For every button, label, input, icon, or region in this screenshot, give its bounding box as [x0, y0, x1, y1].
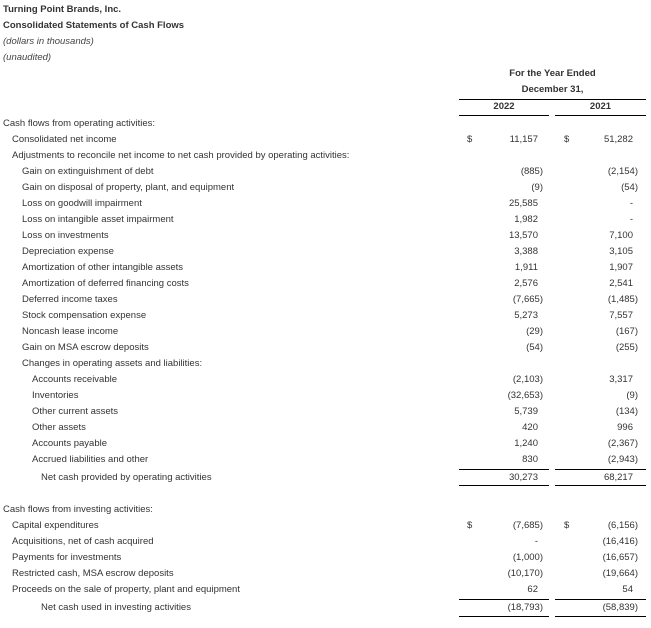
value-2022: 11,157 [509, 134, 538, 145]
value-2022: 5,273 [514, 310, 538, 321]
value-2022: (2,103) [512, 374, 543, 385]
row-label: Acquisitions, net of cash acquired [12, 536, 154, 547]
table-row [0, 518, 651, 534]
value-2022: 13,570 [508, 230, 538, 241]
value-2022: (32,653) [507, 390, 543, 401]
currency-symbol: $ [467, 520, 473, 531]
value-2021: 54 [622, 584, 633, 595]
table-row [0, 292, 651, 308]
row-label: Restricted cash, MSA escrow deposits [12, 568, 174, 579]
table-row-net-income [0, 132, 651, 148]
table-row [0, 452, 651, 468]
value-2021: (9) [626, 390, 638, 401]
value-2022: 5,739 [514, 406, 538, 417]
section-heading-investing [0, 502, 651, 518]
row-label: Payments for investments [12, 552, 122, 563]
value-2021: (58,839) [602, 602, 638, 613]
table-row [0, 196, 651, 212]
row-label: Noncash lease income [22, 326, 119, 337]
table-row [0, 180, 651, 196]
table-row-operating-total [0, 470, 651, 486]
value-2021: (54) [621, 182, 638, 193]
row-label: Inventories [32, 390, 79, 401]
row-label: Gain on disposal of property, plant, and equipment [22, 182, 235, 193]
value-2022: (7,665) [512, 294, 543, 305]
table-row [0, 260, 651, 276]
value-2021: (2,943) [607, 454, 638, 465]
table-row [0, 420, 651, 436]
row-label: Loss on investments [22, 230, 109, 241]
value-2021: - [629, 198, 633, 209]
row-label: Deferred income taxes [22, 294, 118, 305]
value-2021: 996 [617, 422, 633, 433]
table-row [0, 534, 651, 550]
value-2022: (7,685) [512, 520, 543, 531]
period-heading-line2: December 31, [521, 84, 584, 95]
audit-note: (unaudited) [3, 52, 52, 63]
subsection-label: Changes in operating assets and liabilities: [22, 358, 203, 369]
table-row [0, 550, 651, 566]
value-2021: 3,317 [609, 374, 633, 385]
value-2021: 68,217 [603, 472, 633, 483]
value-2021: (16,657) [602, 552, 638, 563]
table-row [0, 324, 651, 340]
value-2022: 1,240 [514, 438, 538, 449]
units-note: (dollars in thousands) [3, 36, 94, 47]
value-2022: 62 [527, 584, 538, 595]
value-2021: (19,664) [602, 568, 638, 579]
value-2022: (29) [526, 326, 543, 337]
value-2022: 420 [522, 422, 538, 433]
currency-symbol: $ [564, 134, 570, 145]
row-label: Stock compensation expense [22, 310, 147, 321]
section-label: Cash flows from operating activities: [3, 118, 156, 129]
table-row [0, 388, 651, 404]
table-row [0, 308, 651, 324]
row-label: Accounts payable [32, 438, 107, 449]
value-2022: (1,000) [512, 552, 543, 563]
value-2022: 830 [522, 454, 538, 465]
row-label: Capital expenditures [12, 520, 99, 531]
section-heading-operating [0, 116, 651, 132]
value-2021: 1,907 [609, 262, 633, 273]
row-label: Gain on extinguishment of debt [22, 166, 154, 177]
value-2022: 3,388 [514, 246, 538, 257]
value-2022: (18,793) [507, 602, 543, 613]
value-2021: (2,367) [607, 438, 638, 449]
value-2022: 2,576 [514, 278, 538, 289]
table-row [0, 340, 651, 356]
row-label: Consolidated net income [12, 134, 117, 145]
row-label: Gain on MSA escrow deposits [22, 342, 149, 353]
value-2021: (1,485) [607, 294, 638, 305]
statement-title: Consolidated Statements of Cash Flows [3, 20, 185, 31]
period-heading-line1: For the Year Ended [509, 68, 596, 79]
subsection-label: Adjustments to reconcile net income to net cash provided by operating activities: [12, 150, 350, 161]
subsection-heading-changes [0, 356, 651, 372]
value-2022: (10,170) [507, 568, 543, 579]
table-row [0, 228, 651, 244]
value-2021: (6,156) [607, 520, 638, 531]
company-name: Turning Point Brands, Inc. [3, 4, 122, 15]
value-2022: 30,273 [508, 472, 538, 483]
table-row [0, 244, 651, 260]
total-underline-2022 [459, 616, 549, 617]
row-label: Depreciation expense [22, 246, 114, 257]
header-rule-top [459, 99, 646, 100]
year-2021-heading: 2021 [589, 101, 612, 112]
value-2021: (255) [615, 342, 638, 353]
value-2022: 1,982 [514, 214, 538, 225]
row-label: Accrued liabilities and other [32, 454, 149, 465]
row-label: Amortization of other intangible assets [22, 262, 184, 273]
table-row [0, 404, 651, 420]
value-2021: (134) [615, 406, 638, 417]
row-label: Other current assets [32, 406, 119, 417]
value-2022: - [534, 536, 538, 547]
table-row [0, 164, 651, 180]
row-label: Net cash used in investing activities [41, 602, 191, 613]
subsection-heading-adjustments [0, 148, 651, 164]
value-2021: 51,282 [603, 134, 633, 145]
value-2021: 3,105 [609, 246, 633, 257]
row-label: Accounts receivable [32, 374, 118, 385]
row-label: Proceeds on the sale of property, plant and equipment [12, 584, 240, 595]
total-underline-2021 [555, 485, 646, 486]
total-underline-2021 [555, 616, 646, 617]
currency-symbol: $ [467, 134, 473, 145]
table-row-investing-total [0, 600, 651, 616]
currency-symbol: $ [564, 520, 570, 531]
total-underline-2022 [459, 485, 549, 486]
table-row [0, 372, 651, 388]
table-row [0, 276, 651, 292]
value-2022: (9) [531, 182, 543, 193]
row-label: Loss on goodwill impairment [22, 198, 142, 209]
value-2022: 1,911 [514, 262, 538, 273]
table-row [0, 436, 651, 452]
row-label: Amortization of deferred financing costs [22, 278, 189, 289]
value-2021: 7,557 [609, 310, 633, 321]
table-row [0, 212, 651, 228]
row-label: Loss on intangible asset impairment [22, 214, 174, 225]
value-2021: 2,541 [609, 278, 633, 289]
row-label: Other assets [32, 422, 86, 433]
year-2022-heading: 2022 [493, 101, 515, 112]
value-2022: (54) [526, 342, 543, 353]
value-2021: (16,416) [602, 536, 638, 547]
value-2021: (2,154) [607, 166, 638, 177]
value-2021: (167) [615, 326, 638, 337]
value-2021: - [629, 214, 633, 225]
value-2022: 25,585 [508, 198, 538, 209]
value-2021: 7,100 [609, 230, 633, 241]
value-2022: (885) [520, 166, 543, 177]
row-label: Net cash provided by operating activities [41, 472, 212, 483]
section-label: Cash flows from investing activities: [3, 504, 153, 515]
table-row [0, 566, 651, 582]
table-row [0, 582, 651, 598]
